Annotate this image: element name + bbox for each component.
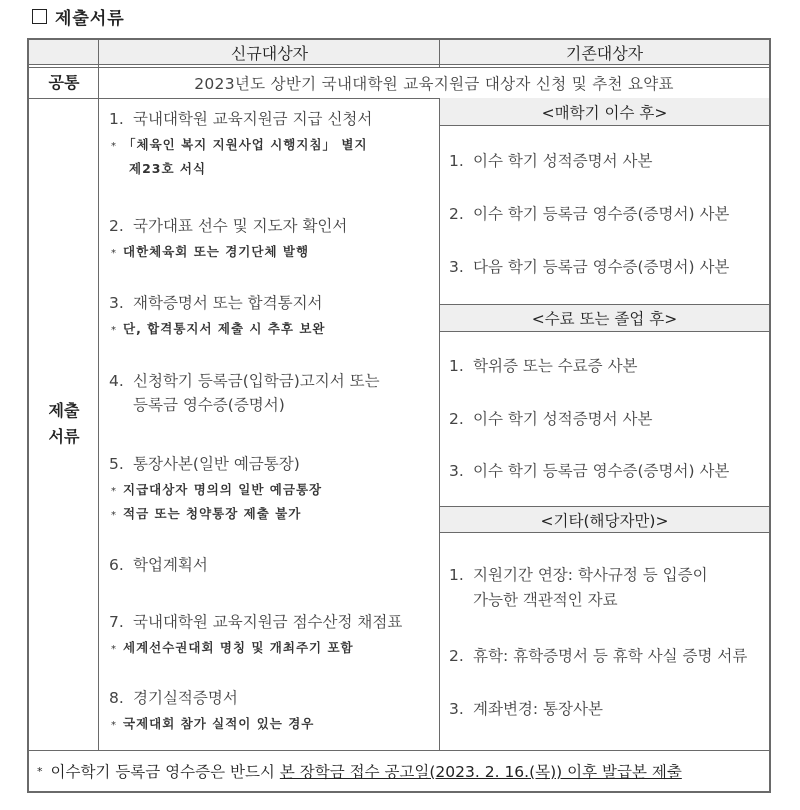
common-row-text: 2023년도 상반기 국내대학원 교육지원금 대상자 신청 및 추천 요약표 xyxy=(194,75,674,93)
group-header-each-semester: <매학기 이수 후> xyxy=(440,98,769,126)
list-note: * 단, 합격통지서 제출 시 추후 보완 xyxy=(111,321,326,336)
list-note: * 대한체육회 또는 경기단체 발행 xyxy=(111,244,310,259)
divider xyxy=(29,64,769,65)
list-item: 2. 국가대표 선수 및 지도자 확인서 xyxy=(109,217,348,235)
list-item: 7. 국내대학원 교육지원금 점수산정 채점표 xyxy=(109,613,403,631)
new-targets-list xyxy=(99,98,439,750)
list-note: * 국제대회 참가 실적이 있는 경우 xyxy=(111,716,315,731)
list-item: 2. 휴학: 휴학증명서 등 휴학 사실 증명 서류 xyxy=(449,647,748,665)
divider xyxy=(439,40,440,68)
list-item: 3. 계좌변경: 통장사본 xyxy=(449,700,603,718)
footer-note: * 이수학기 등록금 영수증은 반드시 본 장학금 접수 공고일(2023. 2. 16.(목)) 이후 발급본 제출 xyxy=(29,751,769,791)
common-row-label: 공통 xyxy=(48,73,80,92)
list-item-continued: 등록금 영수증(증명서) xyxy=(133,396,285,414)
section-title-text: 제출서류 xyxy=(55,9,125,29)
list-note: * 적금 또는 청약통장 제출 불가 xyxy=(111,506,302,521)
list-item: 3. 재학증명서 또는 합격통지서 xyxy=(109,294,323,312)
list-item: 4. 신청학기 등록금(입학금)고지서 또는 xyxy=(109,372,380,390)
list-item: 5. 통장사본(일반 예금통장) xyxy=(109,455,300,473)
list-item: 1. 이수 학기 성적증명서 사본 xyxy=(449,152,653,170)
group-header-others: <기타(해당자만)> xyxy=(440,506,769,533)
list-item: 1. 지원기간 연장: 학사규정 등 입증이 xyxy=(449,566,708,584)
list-item-continued: 가능한 객관적인 자료 xyxy=(473,591,618,609)
header-new-targets: 신규대상자 xyxy=(230,44,309,63)
list-item: 1. 국내대학원 교육지원금 지급 신청서 xyxy=(109,110,373,128)
header-existing-targets: 기존대상자 xyxy=(565,44,644,63)
list-item: 1. 학위증 또는 수료증 사본 xyxy=(449,357,638,375)
list-item: 3. 이수 학기 등록금 영수증(증명서) 사본 xyxy=(449,462,730,480)
docs-row-label: 제출 서류 xyxy=(48,401,80,446)
footer-emphasis: 본 장학금 접수 공고일(2023. 2. 16.(목)) 이후 발급본 제출 xyxy=(279,763,682,781)
list-note: * 세계선수권대회 명칭 및 개최주기 포함 xyxy=(111,640,354,655)
list-item: 2. 이수 학기 성적증명서 사본 xyxy=(449,410,653,428)
section-title xyxy=(32,4,125,29)
list-item: 3. 다음 학기 등록금 영수증(증명서) 사본 xyxy=(449,258,730,276)
list-item: 8. 경기실적증명서 xyxy=(109,689,238,707)
list-note: 제23호 서식 xyxy=(129,161,207,176)
documents-table xyxy=(27,38,771,793)
group-header-completion: <수료 또는 졸업 후> xyxy=(440,304,769,332)
list-item: 6. 학업계획서 xyxy=(109,556,208,574)
list-note: * 「체육인 복지 지원사업 시행지침」 별지 xyxy=(111,137,368,152)
existing-targets-list xyxy=(440,98,769,750)
list-note: * 지급대상자 명의의 일반 예금통장 xyxy=(111,482,323,497)
checkbox-square-icon xyxy=(32,9,47,24)
list-item: 2. 이수 학기 등록금 영수증(증명서) 사본 xyxy=(449,205,730,223)
